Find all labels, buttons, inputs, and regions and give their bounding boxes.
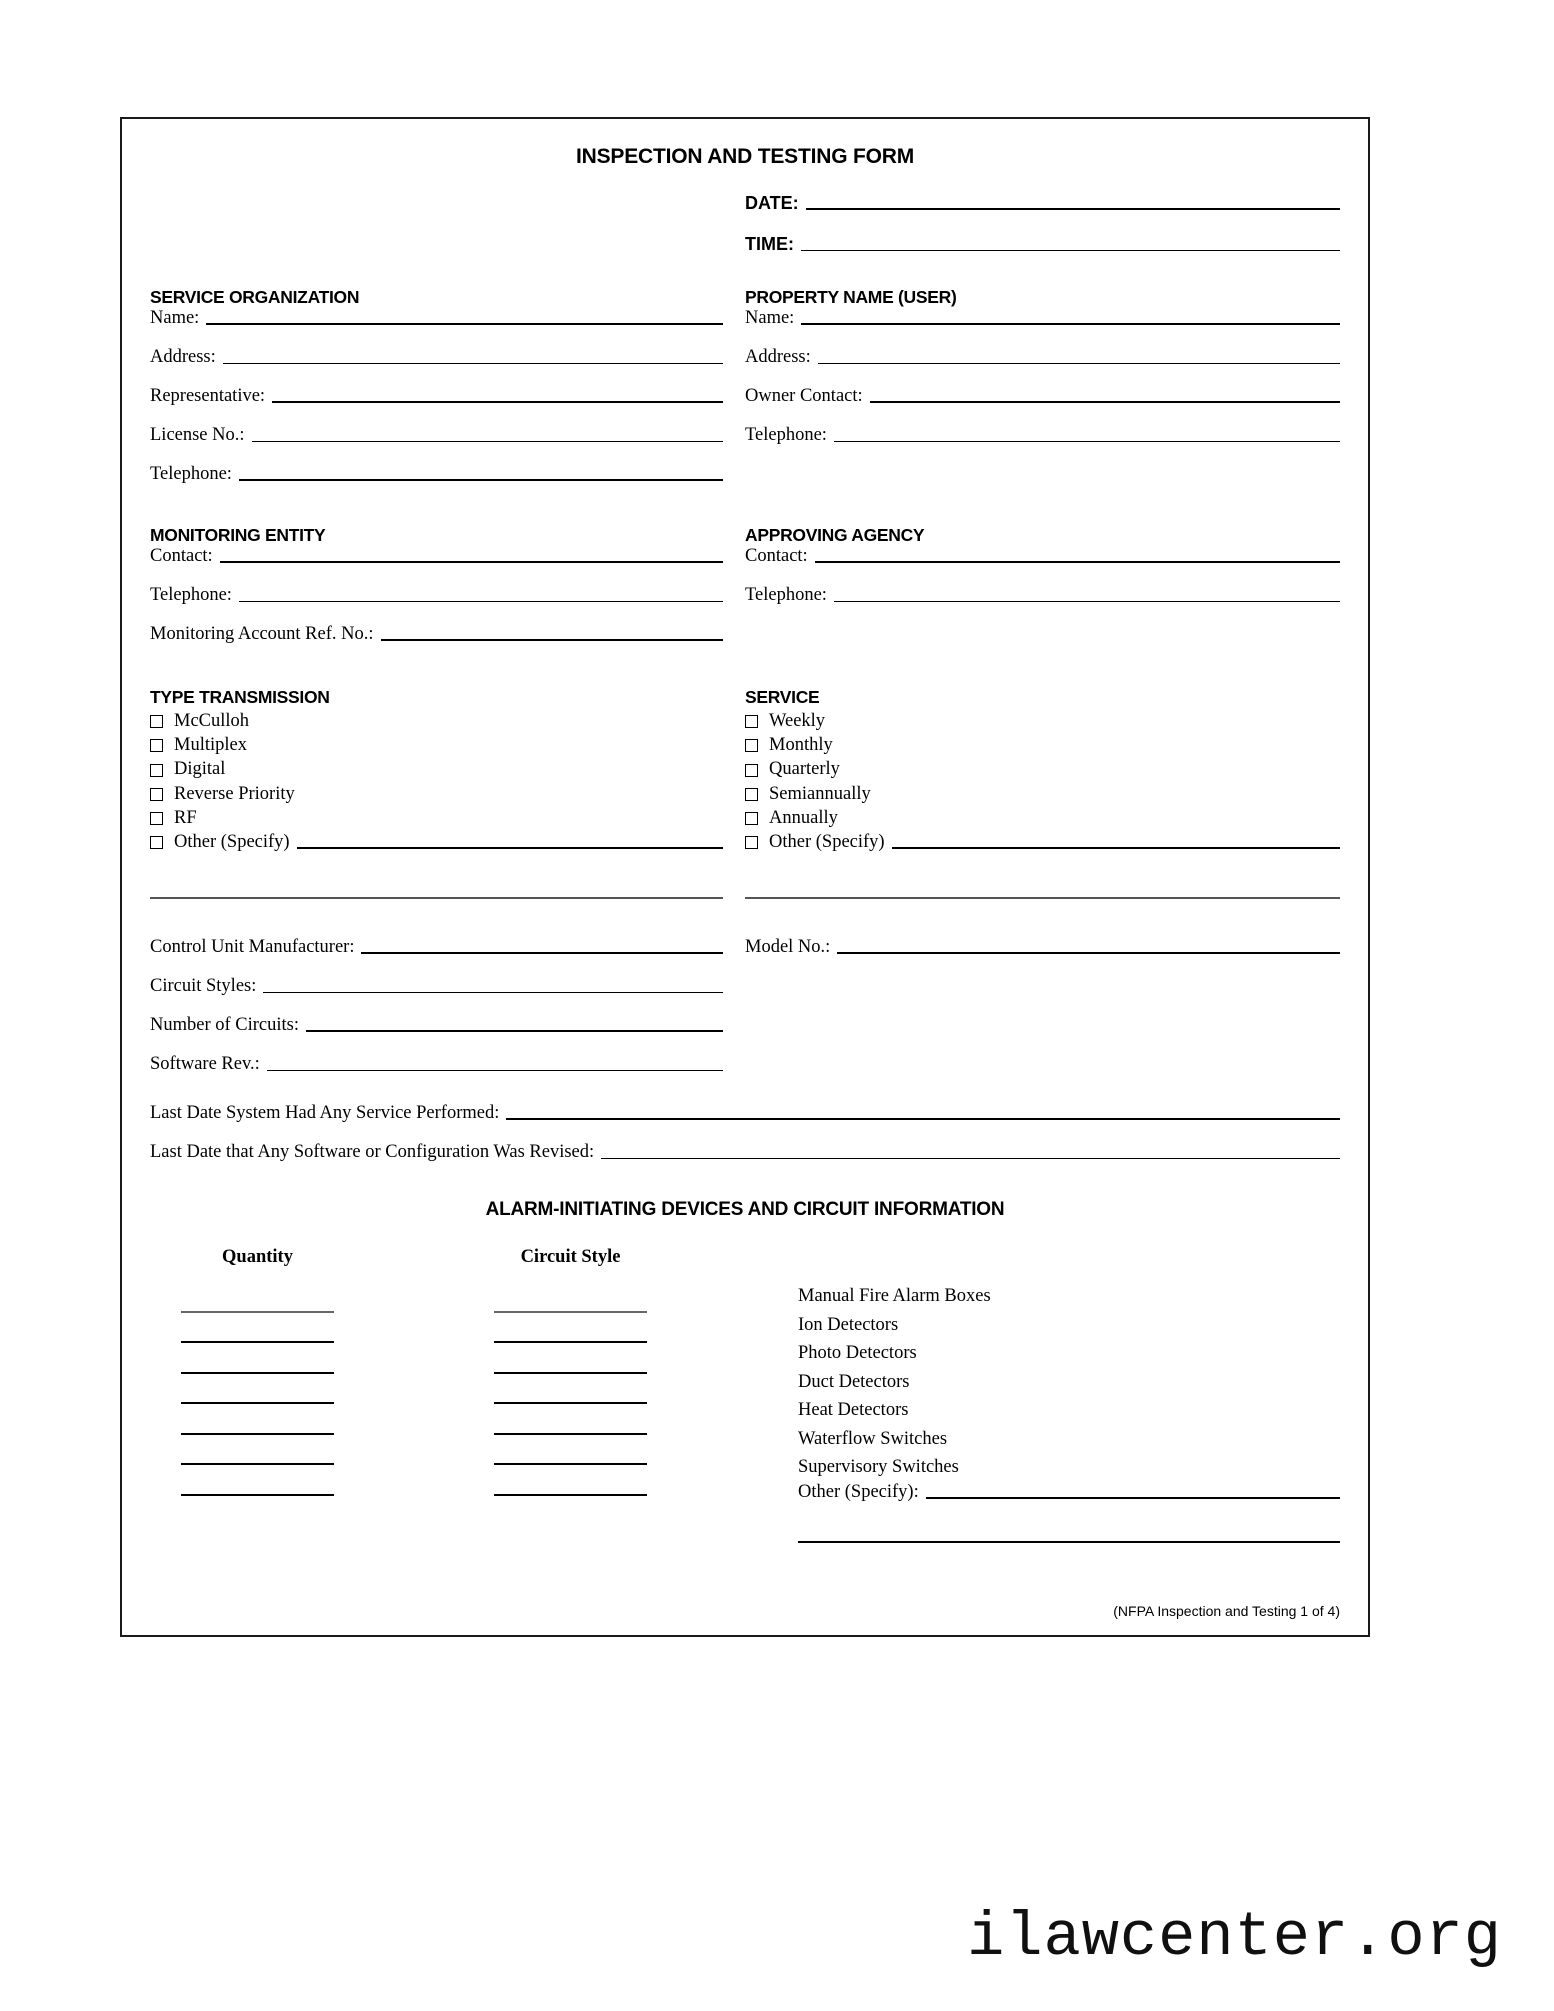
service-organization-license-no-input-line[interactable] xyxy=(252,441,723,442)
service-option-label: Weekly xyxy=(769,711,826,731)
property-name-section xyxy=(745,287,1340,503)
property-name-telephone-row[interactable] xyxy=(745,425,1340,446)
control-unit-last-date-system-had-any-service-performed-label: Last Date System Had Any Service Performed: xyxy=(150,1103,500,1124)
type-transmission-option-label: Other (Specify) xyxy=(174,831,290,852)
service-organization-address-row[interactable] xyxy=(150,347,723,368)
device-other-specify-input-line[interactable] xyxy=(926,1497,1340,1499)
quantity-blank-line[interactable] xyxy=(181,1313,334,1344)
device-label-ion-detectors: Ion Detectors xyxy=(798,1314,899,1335)
checkbox-icon[interactable] xyxy=(150,788,163,801)
watermark-text: ilawcenter.org xyxy=(967,1902,1502,1973)
type-transmission-overflow-line[interactable] xyxy=(150,897,723,899)
device-table-body xyxy=(150,1282,1340,1543)
checkbox-icon[interactable] xyxy=(745,812,758,825)
service-organization-telephone-label: Telephone: xyxy=(150,464,232,484)
monitoring-entity-telephone-input-line[interactable] xyxy=(239,601,723,602)
service-option-monthly[interactable] xyxy=(745,734,1340,756)
monitoring-entity-contact-input-line[interactable] xyxy=(220,561,723,563)
checkbox-icon[interactable] xyxy=(150,812,163,825)
approving-agency-contact-input-line[interactable] xyxy=(815,561,1340,563)
type-transmission-heading: TYPE TRANSMISSION xyxy=(150,687,330,707)
quantity-blank-line[interactable] xyxy=(181,1435,334,1466)
service-organization-license-no-row[interactable] xyxy=(150,425,723,446)
alarm-initiating-heading: ALARM-INITIATING DEVICES AND CIRCUIT INFORMATION xyxy=(485,1199,1005,1221)
quantity-blank-line[interactable] xyxy=(181,1374,334,1405)
service-organization-address-input-line[interactable] xyxy=(223,363,723,364)
checkbox-icon[interactable] xyxy=(150,715,163,728)
monitoring-entity-contact-label: Contact: xyxy=(150,546,213,566)
property-name-name-label: Name: xyxy=(745,308,795,328)
device-label-duct-detectors: Duct Detectors xyxy=(798,1371,910,1392)
monitoring-entity-monitoring-account-ref-no-input-line[interactable] xyxy=(381,639,723,641)
device-label-manual-fire-alarm-boxes: Manual Fire Alarm Boxes xyxy=(798,1286,991,1307)
type-transmission-option-label: RF xyxy=(174,807,197,828)
type-transmission-option-label: Reverse Priority xyxy=(174,783,295,804)
service-option-label: Other (Specify) xyxy=(769,831,885,852)
type-transmission-option-label: McCulloh xyxy=(174,711,250,731)
device-label-waterflow-switches: Waterflow Switches xyxy=(798,1428,948,1449)
time-input-line[interactable] xyxy=(801,250,1340,251)
time-label: TIME: xyxy=(745,234,794,254)
property-name-owner-contact-label: Owner Contact: xyxy=(745,386,863,406)
type-transmission-option-multiplex[interactable] xyxy=(150,734,723,756)
control-unit-right-fields xyxy=(745,937,1340,1093)
device-name-list xyxy=(798,1282,1340,1543)
control-unit-number-of-circuits-input-line[interactable] xyxy=(306,1030,723,1032)
monitoring-entity-telephone-label: Telephone: xyxy=(150,585,232,605)
type-transmission-option-label: Digital xyxy=(174,759,226,780)
circuit-style-column-header: Circuit Style xyxy=(520,1247,621,1268)
property-name-telephone-input-line[interactable] xyxy=(834,441,1340,442)
service-organization-section xyxy=(150,287,745,503)
approving-agency-telephone-label: Telephone: xyxy=(745,585,827,605)
checkbox-icon[interactable] xyxy=(150,764,163,777)
service-options xyxy=(745,710,1340,853)
approving-agency-section xyxy=(745,525,1340,663)
circuit-style-blank-line[interactable] xyxy=(494,1465,647,1496)
service-option-other-specify[interactable] xyxy=(745,831,1340,853)
service-organization-name-input-line[interactable] xyxy=(206,323,723,325)
checkbox-icon[interactable] xyxy=(745,764,758,777)
control-unit-model-no-label: Model No.: xyxy=(745,937,831,958)
control-unit-circuit-styles-row[interactable] xyxy=(150,976,723,997)
device-label-supervisory-switches: Supervisory Switches xyxy=(798,1457,959,1478)
checkbox-icon[interactable] xyxy=(150,836,163,849)
service-option-label: Quarterly xyxy=(769,759,840,780)
service-other-input-line[interactable] xyxy=(892,847,1340,849)
type-transmission-option-digital[interactable] xyxy=(150,758,723,780)
monitoring-entity-telephone-row[interactable] xyxy=(150,585,723,606)
control-unit-last-date-system-had-any-service-performed-input-line[interactable] xyxy=(506,1118,1340,1120)
service-option-label: Annually xyxy=(769,807,838,828)
control-unit-model-no-row[interactable] xyxy=(745,937,1340,958)
property-name-telephone-label: Telephone: xyxy=(745,425,827,445)
service-organization-telephone-input-line[interactable] xyxy=(239,479,723,481)
monitoring-entity-monitoring-account-ref-no-label: Monitoring Account Ref. No.: xyxy=(150,624,374,644)
type-transmission-option-label: Multiplex xyxy=(174,735,247,756)
quantity-blank-line[interactable] xyxy=(181,1343,334,1374)
page-title: INSPECTION AND TESTING FORM xyxy=(576,145,914,168)
property-name-address-input-line[interactable] xyxy=(818,363,1340,364)
control-unit-circuit-styles-label: Circuit Styles: xyxy=(150,976,257,997)
service-option-semiannually[interactable] xyxy=(745,783,1340,805)
control-unit-software-rev-row[interactable] xyxy=(150,1054,723,1075)
circuit-style-lines xyxy=(463,1282,678,1543)
monitoring-entity-fields xyxy=(150,546,723,645)
quantity-blank-line[interactable] xyxy=(181,1282,334,1313)
checkbox-icon[interactable] xyxy=(745,788,758,801)
service-heading: SERVICE xyxy=(745,687,820,707)
property-name-address-row[interactable] xyxy=(745,347,1340,368)
date-field-row[interactable] xyxy=(745,193,1340,214)
approving-agency-contact-label: Contact: xyxy=(745,546,808,566)
property-name-name-input-line[interactable] xyxy=(801,323,1340,325)
control-unit-last-date-that-any-software-or-configuration-was-revised-input-line[interactable] xyxy=(601,1158,1340,1159)
service-section xyxy=(745,687,1340,899)
type-transmission-section xyxy=(150,687,745,899)
control-unit-software-rev-input-line[interactable] xyxy=(267,1070,723,1071)
control-unit-model-no-input-line[interactable] xyxy=(837,952,1340,954)
monitoring-entity-contact-row[interactable] xyxy=(150,546,723,567)
device-other-specify-row[interactable] xyxy=(798,1482,1340,1503)
control-unit-control-unit-manufacturer-row[interactable] xyxy=(150,937,723,958)
service-option-label: Semiannually xyxy=(769,783,871,804)
time-field-row[interactable] xyxy=(745,234,1340,255)
header-fields xyxy=(150,193,1340,255)
device-other-continuation-line[interactable] xyxy=(798,1541,1340,1543)
property-name-heading: PROPERTY NAME (USER) xyxy=(745,287,957,307)
property-name-address-label: Address: xyxy=(745,347,811,367)
monitoring-entity-heading: MONITORING ENTITY xyxy=(150,525,326,545)
quantity-blank-line[interactable] xyxy=(181,1404,334,1435)
service-organization-address-label: Address: xyxy=(150,347,216,367)
service-organization-name-row[interactable] xyxy=(150,308,723,329)
control-unit-control-unit-manufacturer-input-line[interactable] xyxy=(361,952,723,954)
property-name-fields xyxy=(745,308,1340,446)
control-unit-left-fields xyxy=(150,937,745,1093)
service-organization-telephone-row[interactable] xyxy=(150,464,723,485)
circuit-style-blank-line[interactable] xyxy=(494,1404,647,1435)
control-unit-circuit-styles-input-line[interactable] xyxy=(263,992,723,993)
service-organization-name-label: Name: xyxy=(150,308,200,328)
control-unit-last-date-that-any-software-or-configuration-was-revised-label: Last Date that Any Software or Configuration Was Revised: xyxy=(150,1142,595,1163)
form-page-frame xyxy=(120,117,1370,1637)
page-footnote: (NFPA Inspection and Testing 1 of 4) xyxy=(1113,1603,1340,1619)
service-organization-fields xyxy=(150,308,723,485)
control-unit-number-of-circuits-row[interactable] xyxy=(150,1015,723,1036)
type-transmission-options xyxy=(150,710,723,853)
circuit-style-blank-line[interactable] xyxy=(494,1435,647,1466)
checkbox-icon[interactable] xyxy=(150,739,163,752)
service-organization-representative-input-line[interactable] xyxy=(272,401,723,403)
circuit-style-blank-line[interactable] xyxy=(494,1282,647,1313)
device-label-photo-detectors: Photo Detectors xyxy=(798,1343,917,1364)
service-overflow-line[interactable] xyxy=(745,897,1340,899)
type-transmission-option-other-specify[interactable] xyxy=(150,831,723,853)
monitoring-entity-section xyxy=(150,525,745,663)
checkbox-icon[interactable] xyxy=(745,836,758,849)
service-organization-representative-label: Representative: xyxy=(150,386,266,406)
device-label-heat-detectors: Heat Detectors xyxy=(798,1400,909,1421)
checkbox-icon[interactable] xyxy=(745,715,758,728)
service-option-annually[interactable] xyxy=(745,807,1340,829)
control-unit-software-rev-label: Software Rev.: xyxy=(150,1054,260,1075)
type-transmission-option-reverse-priority[interactable] xyxy=(150,783,723,805)
service-organization-representative-row[interactable] xyxy=(150,386,723,407)
circuit-style-blank-line[interactable] xyxy=(494,1343,647,1374)
circuit-style-blank-line[interactable] xyxy=(494,1374,647,1405)
property-name-owner-contact-row[interactable] xyxy=(745,386,1340,407)
type-transmission-other-input-line[interactable] xyxy=(297,847,723,849)
quantity-lines xyxy=(150,1282,365,1543)
date-label: DATE: xyxy=(745,193,799,213)
approving-agency-telephone-row[interactable] xyxy=(745,585,1340,606)
property-name-owner-contact-input-line[interactable] xyxy=(870,401,1340,403)
service-option-quarterly[interactable] xyxy=(745,758,1340,780)
property-name-name-row[interactable] xyxy=(745,308,1340,329)
device-table-header xyxy=(150,1247,1340,1268)
control-unit-full-width-fields xyxy=(150,1103,1340,1163)
approving-agency-heading: APPROVING AGENCY xyxy=(745,525,925,545)
approving-agency-telephone-input-line[interactable] xyxy=(834,601,1340,602)
approving-agency-fields xyxy=(745,546,1340,606)
control-unit-number-of-circuits-label: Number of Circuits: xyxy=(150,1015,300,1036)
control-unit-last-date-that-any-software-or-configuration-was-revised-row[interactable] xyxy=(150,1142,1340,1163)
monitoring-entity-monitoring-account-ref-no-row[interactable] xyxy=(150,624,723,645)
service-option-label: Monthly xyxy=(769,735,833,756)
service-option-weekly[interactable] xyxy=(745,710,1340,732)
type-transmission-option-rf[interactable] xyxy=(150,807,723,829)
circuit-style-blank-line[interactable] xyxy=(494,1313,647,1344)
approving-agency-contact-row[interactable] xyxy=(745,546,1340,567)
quantity-column-header: Quantity xyxy=(222,1247,293,1268)
control-unit-last-date-system-had-any-service-performed-row[interactable] xyxy=(150,1103,1340,1124)
date-input-line[interactable] xyxy=(806,208,1340,210)
type-transmission-option-mcculloh[interactable] xyxy=(150,710,723,732)
service-organization-heading: SERVICE ORGANIZATION xyxy=(150,287,360,307)
service-organization-license-no-label: License No.: xyxy=(150,425,245,445)
device-other-specify-label: Other (Specify): xyxy=(798,1481,919,1502)
control-unit-control-unit-manufacturer-label: Control Unit Manufacturer: xyxy=(150,937,355,958)
quantity-blank-line[interactable] xyxy=(181,1465,334,1496)
checkbox-icon[interactable] xyxy=(745,739,758,752)
